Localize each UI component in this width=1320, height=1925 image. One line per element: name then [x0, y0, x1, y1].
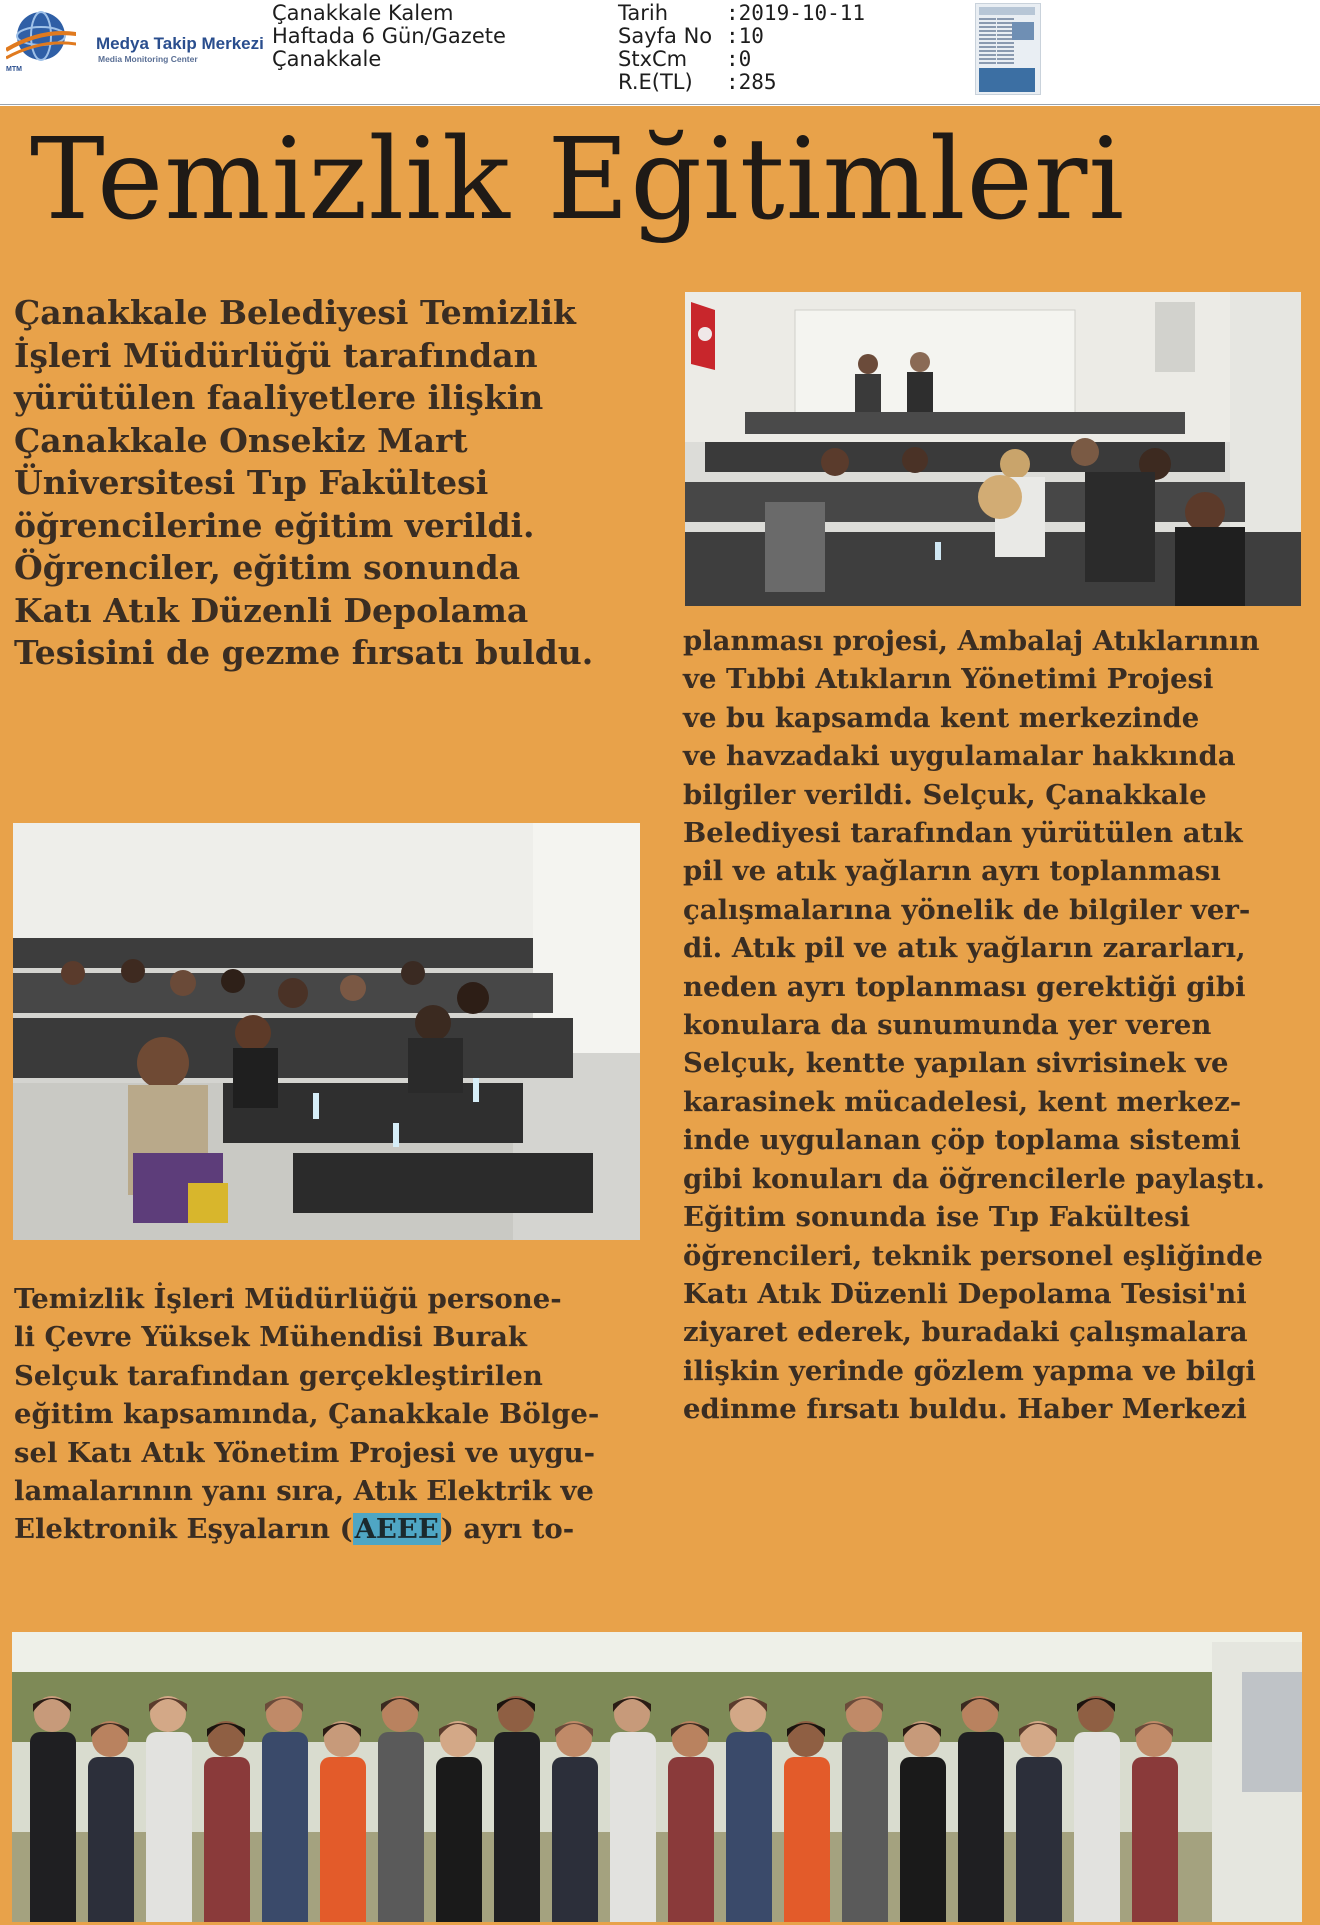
body-line: Temizlik İşleri Müdürlüğü persone-: [14, 1283, 562, 1315]
body-line: ziyaret ederek, buradaki çalışmalara: [683, 1316, 1248, 1349]
body-line: gibi konuları da öğrencilerle paylaştı.: [683, 1162, 1265, 1195]
article-headline: Temizlik Eğitimleri: [30, 115, 1126, 245]
meta-value: :0: [726, 47, 752, 71]
body-line: Katı Atık Düzenli Depolama Tesisi'ni: [683, 1277, 1247, 1310]
body-line: karasinek mücadelesi, kent merkez-: [683, 1085, 1242, 1118]
body-text: Elektronik Eşyaların (: [14, 1513, 353, 1546]
body-line-last: [14, 1510, 642, 1548]
lead-line: öğrencilerine eğitim verildi.: [14, 505, 535, 545]
body-line: ve havzadaki uygulamalar hakkında: [683, 740, 1236, 773]
body-line: planması projesi, Ambalaj Atıklarının: [683, 625, 1260, 657]
lead-line: yürütülen faaliyetlere ilişkin: [14, 378, 544, 417]
body-line: konulara da sunumunda yer veren: [683, 1009, 1212, 1042]
meta-value: :2019-10-11: [726, 1, 866, 25]
meta-row-ad-value: [618, 71, 865, 94]
meta-label: R.E(TL): [618, 70, 693, 94]
body-line: Selçuk tarafından gerçekleştirilen: [14, 1359, 543, 1392]
publication-city: Çanakkale: [272, 47, 382, 71]
publication-frequency: Haftada 6 Gün/Gazete: [272, 24, 506, 48]
publication-name: Çanakkale Kalem: [272, 1, 454, 25]
body-line: ilişkin yerinde gözlem yapma ve bilgi: [683, 1354, 1256, 1387]
clipping-meta: [618, 2, 865, 94]
monitoring-header: [0, 0, 1320, 104]
body-text: ) ayrı to-: [440, 1513, 575, 1546]
lead-line: Katı Atık Düzenli Depolama: [14, 590, 529, 630]
body-line: ve Tıbbi Atıkların Yönetimi Projesi: [683, 663, 1214, 696]
meta-value: :285: [726, 70, 777, 94]
meta-label: StxCm: [618, 47, 688, 71]
body-line: Eğitim sonunda ise Tıp Fakültesi: [683, 1201, 1191, 1234]
lead-line: Öğrenciler, eğitim sonunda: [14, 548, 521, 587]
meta-value: :10: [726, 24, 764, 48]
body-line: ve bu kapsamda kent merkezinde: [683, 701, 1200, 734]
article-lead: [14, 292, 636, 675]
body-text: edinme fırsatı buldu.: [683, 1393, 1018, 1426]
newspaper-clipping: [0, 106, 1320, 1925]
meta-label: Sayfa No: [618, 24, 713, 48]
logo-badge: MTM: [6, 66, 22, 73]
publication-info: [272, 2, 506, 71]
article-byline: Haber Merkezi: [1017, 1393, 1247, 1426]
photo-students-classroom: [13, 823, 640, 1240]
meta-label: Tarih: [618, 1, 668, 25]
lead-line: Çanakkale Belediyesi Temizlik: [14, 293, 576, 332]
header-divider: [0, 104, 1320, 105]
body-line: çalışmalarına yönelik de bilgiler ver-: [683, 893, 1251, 926]
body-line: eğitim kapsamında, Çanakkale Bölge-: [14, 1398, 600, 1431]
body-line: bilgiler verildi. Selçuk, Çanakkale: [683, 778, 1207, 811]
logo-title: Medya Takip Merkezi: [96, 34, 264, 53]
mtm-logo: [0, 0, 270, 86]
body-line: inde uygulanan çöp toplama sistemi: [683, 1124, 1241, 1157]
article-body-left-column: [14, 1280, 642, 1549]
lead-line: Üniversitesi Tıp Fakültesi: [14, 463, 489, 502]
meta-row-stxcm: [618, 48, 865, 71]
body-line: neden ayrı toplanması gerektiği gibi: [683, 970, 1246, 1003]
body-line: lamalarının yanı sıra, Atık Elektrik ve: [14, 1475, 594, 1508]
body-line: Selçuk, kentte yapılan sivrisinek ve: [683, 1047, 1229, 1080]
body-line: pil ve atık yağların ayrı toplanması: [683, 855, 1221, 888]
meta-row-date: [618, 2, 865, 25]
body-line: öğrencileri, teknik personel eşliğinde: [683, 1239, 1263, 1272]
page-thumbnail[interactable]: [975, 3, 1041, 95]
lead-line: Çanakkale Onsekiz Mart: [14, 420, 468, 460]
article-body-right-column: [683, 622, 1308, 1429]
highlighted-keyword: AEEE: [354, 1513, 439, 1546]
body-line: Belediyesi tarafından yürütülen atık: [683, 817, 1243, 850]
body-line: sel Katı Atık Yönetim Projesi ve uygu-: [14, 1436, 596, 1469]
meta-row-page: [618, 25, 865, 48]
photo-group-outdoors: [12, 1632, 1302, 1922]
logo-subtitle: Media Monitoring Center: [98, 54, 198, 64]
lead-line: İşleri Müdürlüğü tarafından: [14, 335, 538, 375]
body-line-last: [683, 1390, 1308, 1428]
body-line: li Çevre Yüksek Mühendisi Burak: [14, 1321, 527, 1354]
lead-line: Tesisini de gezme fırsatı buldu.: [14, 633, 594, 672]
photo-seminar-presenters: [685, 292, 1301, 606]
body-line: di. Atık pil ve atık yağların zararları,: [683, 932, 1246, 965]
